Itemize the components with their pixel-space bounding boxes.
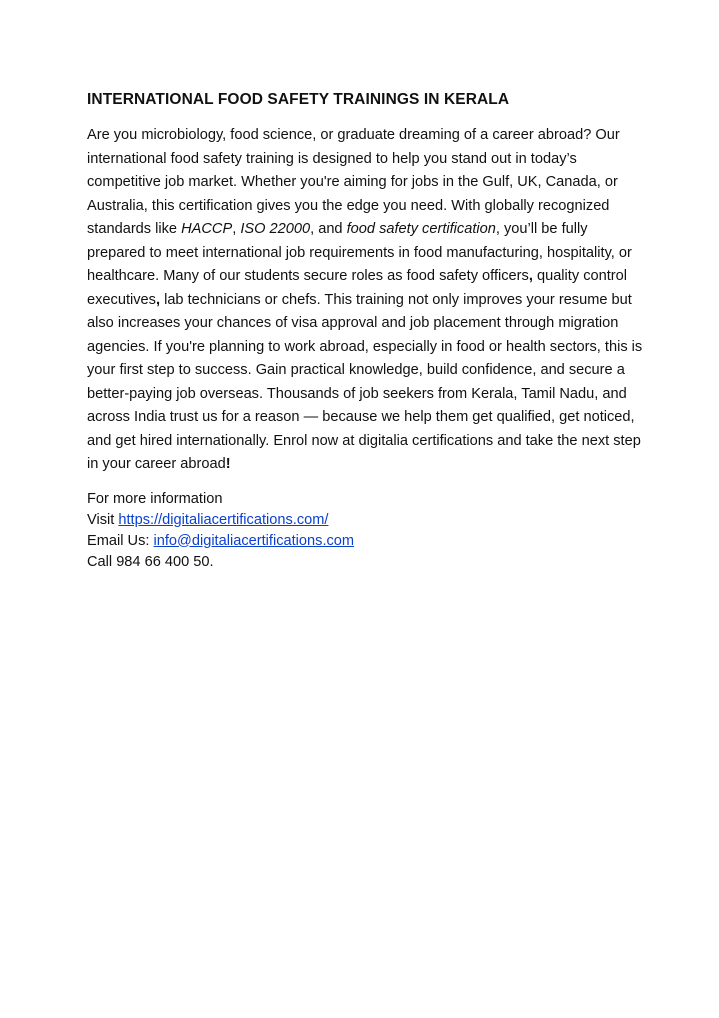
contact-visit-line [87,510,647,531]
italic-iso-22000: ISO 22000 [240,221,311,237]
paragraph-text: , and [310,221,347,237]
paragraph-text: , you’ll be fully prepared to meet international job requirements in food manufacturing, hospitality, or healthcare. Many of our students secure roles as food safety officers [87,221,632,284]
contact-email-line [87,531,647,552]
italic-haccp: HACCP [181,221,233,237]
paragraph-text: Are you microbiology, food science, or graduate dreaming of a career abroad? Our international food safety training is designed to help you stand out in today’s competitive job market. Whether you're aiming for jobs in the Gulf, UK, Canada, or Australia, this certification gives you the edge you need. With globally recognized standards like [87,127,620,237]
italic-food-safety-certification: food safety certification [346,221,496,237]
paragraph-text: quality control executives [87,268,628,308]
document-title: INTERNATIONAL FOOD SAFETY TRAININGS IN KERALA [87,91,510,108]
email-link[interactable]: info@digitaliacertifications.com [153,532,355,549]
website-link[interactable]: https://digitaliacertifications.com/ [118,511,329,528]
visit-label: Visit [87,511,119,528]
paragraph-text: lab technicians or chefs. This training not only improves your resume but also increases your chances of visa approval and job placement through migration agencies. If you're planning to work abroad, especially in food or health sectors, this is your first step to success. Gain practical knowledge, build confidence, and secure a better-paying job overseas. Thousands of job seekers from Kerala, Tamil Nadu, and across India trust us for a reason — because we help them get qualified, get noticed, and get hired internationally. Enrol now at digitalia certifications and take the next step in your career abroad [87,291,643,472]
email-label: Email Us: [87,532,154,549]
bold-comma: , [528,268,533,284]
bold-exclamation: ! [225,456,231,472]
contact-phone: Call 984 66 400 50. [87,553,214,570]
contact-intro: For more information [87,490,223,507]
body-paragraph [87,124,647,477]
document-content [87,90,647,573]
contact-block [87,489,647,573]
bold-comma: , [155,291,161,308]
paragraph-text: , [232,221,241,237]
